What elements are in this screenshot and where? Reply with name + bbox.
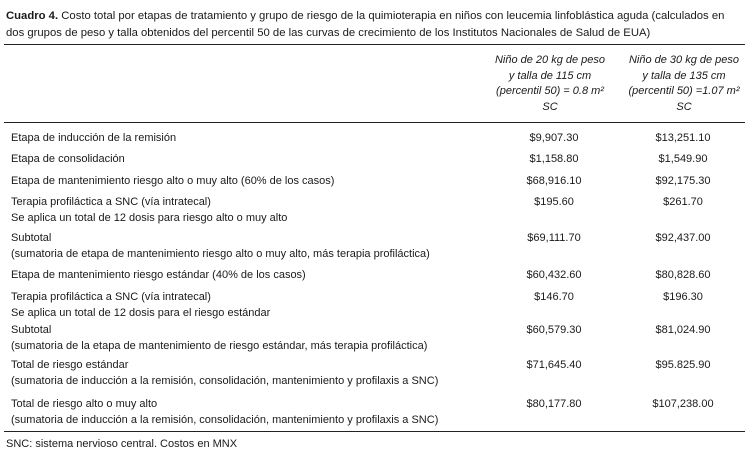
- row-detail: (sumatoria de la etapa de mantenimiento de riesgo estándar, más terapia profiláctica): [11, 340, 428, 352]
- header-rule: [4, 122, 745, 123]
- cost-30kg: $81,024.90: [655, 324, 711, 336]
- row-title: Etapa de consolidación: [11, 153, 125, 165]
- cost-20kg: $80,177.80: [526, 398, 582, 410]
- column-header-30kg: Niño de 30 kg de peso y talla de 135 cm (percentil 50) =1.07 m² SC: [628, 54, 740, 113]
- row-title: Etapa de mantenimiento riesgo alto o muy alto (60% de los casos): [11, 175, 335, 187]
- caption-label: Cuadro 4.: [6, 10, 59, 22]
- row-title: Etapa de mantenimiento riesgo estándar (40% de los casos): [11, 269, 306, 281]
- row-title: Etapa de inducción de la remisión: [11, 132, 177, 144]
- row-title: Subtotal: [11, 324, 52, 336]
- top-rule: [4, 44, 745, 45]
- table-caption: [6, 8, 744, 42]
- row-detail: (sumatoria de etapa de mantenimiento riesgo alto o muy alto, más terapia profiláctica): [11, 248, 430, 260]
- bottom-rule: [4, 431, 745, 432]
- row-title: Subtotal: [11, 232, 52, 244]
- row-label: [11, 267, 491, 283]
- cost-20kg: $60,579.30: [526, 324, 582, 336]
- cost-20kg: $1,158.80: [529, 153, 579, 165]
- cost-20kg: $68,916.10: [526, 175, 582, 187]
- row-label: [11, 173, 491, 189]
- row-detail: Se aplica un total de 12 dosis para riesgo alto o muy alto: [11, 212, 288, 224]
- cost-20kg: $71,645.40: [526, 359, 582, 371]
- row-label: [11, 322, 491, 354]
- row-label: [11, 230, 491, 262]
- row-detail: (sumatoria de inducción a la remisión, consolidación, mantenimiento y profilaxis a SNC): [11, 414, 439, 426]
- row-label: [11, 151, 491, 167]
- cost-20kg: $69,111.70: [527, 232, 581, 244]
- row-label: [11, 289, 491, 321]
- cost-20kg: $9,907.30: [529, 132, 579, 144]
- row-detail: (sumatoria de inducción a la remisión, consolidación, mantenimiento y profilaxis a SNC): [11, 375, 439, 387]
- row-title: Total de riesgo estándar: [11, 359, 129, 371]
- cost-30kg: $1,549.90: [658, 153, 708, 165]
- row-label: [11, 396, 491, 428]
- table-footnote: SNC: sistema nervioso central. Costos en MNX: [6, 438, 238, 450]
- cost-30kg: $92,175.30: [655, 175, 711, 187]
- cost-30kg: $196.30: [663, 291, 703, 303]
- cost-30kg: $107,238.00: [652, 398, 714, 410]
- row-title: Total de riesgo alto o muy alto: [11, 398, 158, 410]
- cost-30kg: $92,437.00: [655, 232, 711, 244]
- cost-30kg: $13,251.10: [655, 132, 711, 144]
- row-title: Terapia profiláctica a SNC (vía intratecal): [11, 291, 211, 303]
- column-header-20kg: Niño de 20 kg de peso y talla de 115 cm (percentil 50) = 0.8 m² SC: [494, 54, 606, 113]
- row-label: [11, 194, 491, 226]
- row-detail: Se aplica un total de 12 dosis para el riesgo estándar: [11, 307, 271, 319]
- cost-30kg: $95.825.90: [655, 359, 711, 371]
- cost-20kg: $195.60: [534, 196, 574, 208]
- row-label: [11, 357, 491, 389]
- cost-20kg: $60,432.60: [526, 269, 582, 281]
- cost-30kg: $261.70: [663, 196, 703, 208]
- cost-20kg: $146.70: [534, 291, 574, 303]
- row-title: Terapia profiláctica a SNC (vía intratecal): [11, 196, 211, 208]
- cost-30kg: $80,828.60: [655, 269, 711, 281]
- caption-text: Costo total por etapas de tratamiento y grupo de riesgo de la quimioterapia en niños con leucemia linfoblástica aguda (calculados en dos grupos de peso y talla obtenidos del percentil 50 de las curvas de crecimiento de los Institutos Nacionales de Salud de EUA): [6, 10, 725, 39]
- row-label: [11, 130, 491, 146]
